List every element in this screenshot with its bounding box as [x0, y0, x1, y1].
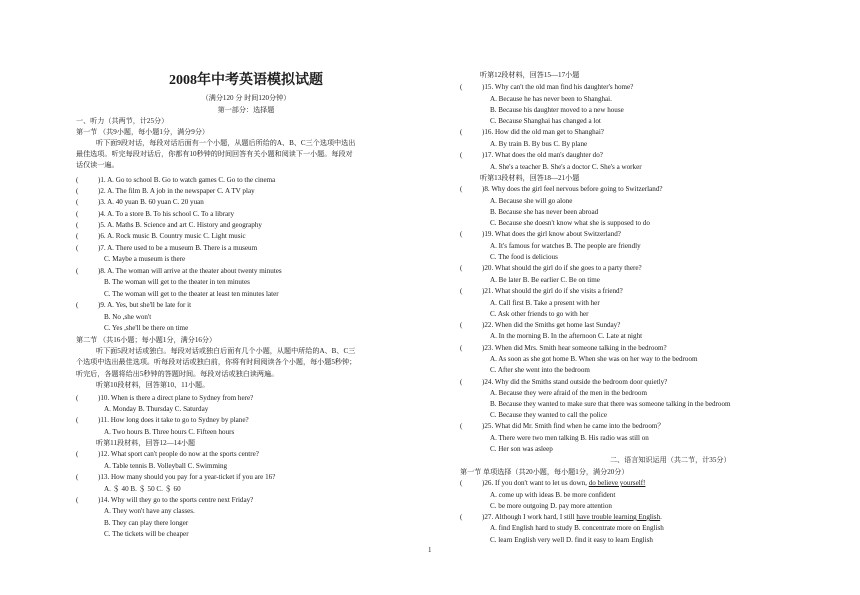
line-text: C. be more outgoing D. pay more attention: [490, 502, 612, 510]
text-line: [76, 149, 353, 159]
text-line: [76, 105, 416, 115]
answer-bracket: (: [76, 450, 79, 458]
line-text: )25. What did Mr. Smith find when he came into the bedroom？: [482, 422, 665, 430]
line-text: A. There were two men talking B. His radio was still on: [490, 434, 649, 442]
line-text: 听第12段材料，回答15—17小题: [480, 71, 580, 79]
text-line: [490, 354, 698, 364]
line-text: )16. How did the old man get to Shanghai?: [482, 128, 604, 136]
line-text: 个选项中选出最佳选项。听每段对话或独白前，你将有时间阅读各个小题，每小题5秒钟；: [76, 358, 357, 366]
question-line: [460, 82, 633, 92]
answer-bracket: (: [76, 198, 79, 206]
answer-bracket: (: [76, 232, 79, 240]
text-line: [104, 404, 208, 414]
question-line: [460, 343, 667, 353]
answer-bracket: (: [76, 176, 79, 184]
line-text: 第一节 （共9小题，每小题1分，满分9分）: [76, 128, 210, 136]
line-text: B. They can play there longer: [104, 519, 189, 527]
question-line: [460, 377, 667, 387]
text-line: [490, 105, 624, 115]
question-line: [460, 150, 603, 160]
text-line: [490, 162, 642, 172]
line-text: C. Ask other friends to go with her: [490, 310, 589, 318]
answer-bracket: (: [460, 321, 463, 329]
answer-bracket: (: [460, 185, 463, 193]
line-text: )8. Why does the girl feel nervous before going to Switzerland?: [482, 185, 663, 193]
line-text: C. Because Shanghai has changed a lot: [490, 117, 601, 125]
line-text: )20. What should the girl do if she goes to a party there?: [482, 264, 642, 272]
text-line: [104, 518, 188, 528]
answer-bracket: (: [76, 267, 79, 275]
line-text: A. Because they were afraid of the men in the bedroom: [490, 389, 647, 397]
line-text: A. ＄ 40 B. ＄ 50 C. ＄ 60: [104, 485, 181, 493]
line-text: 听第11段材料，回答12—14小题: [96, 439, 196, 447]
answer-bracket: (: [460, 344, 463, 352]
line-text: B. The woman will get to the theater in ten minutes: [104, 278, 250, 286]
answer-bracket: (: [76, 301, 79, 309]
line-text: A. Table tennis B. Volleyball C. Swimming: [104, 462, 228, 470]
text-line: [490, 365, 590, 375]
question-line: [460, 184, 663, 194]
question-line: [460, 127, 604, 137]
text-line: [104, 312, 151, 322]
question-line: [460, 512, 662, 522]
line-text: )5. A. Maths B. Science and art C. History and geography: [98, 221, 262, 229]
text-line: [96, 438, 195, 448]
line-text: )13. How many should you pay for a year-ticket if you are 16?: [98, 473, 276, 481]
page-number: 1: [428, 546, 432, 554]
text-line: [490, 309, 589, 319]
line-text: )7. A. There used to be a museum B. There is a museum: [98, 244, 258, 252]
text-line: [104, 323, 188, 333]
line-text: )9. A. Yes, but she'll be late for it: [98, 301, 192, 309]
line-text: C. Because she doesn't know what she is supposed to do: [490, 219, 650, 227]
text-line: [76, 116, 168, 126]
answer-bracket: (: [460, 513, 463, 521]
question-line: [76, 393, 253, 403]
line-text-tail: .: [660, 513, 662, 521]
text-line: [104, 254, 185, 264]
text-line: [480, 173, 579, 183]
line-text: 最佳选项。听完每段对话后，你都有10秒钟的时间回答有关小题和阅读下一小题。每段对: [76, 150, 353, 158]
line-text: B. Because she has never been abroad: [490, 208, 599, 216]
answer-bracket: (: [76, 210, 79, 218]
text-line: [490, 490, 615, 500]
line-text: C. Yes ,she'll be there on time: [104, 324, 189, 332]
text-line: [490, 116, 601, 126]
line-text: A. By train B. By bus C. By plane: [490, 140, 588, 148]
line-text: )22. When did the Smiths get home last Sunday?: [482, 321, 621, 329]
line-text: )23. When did Mrs. Smith hear someone talking in the bedroom?: [482, 344, 667, 352]
answer-bracket: (: [460, 128, 463, 136]
text-line: [490, 388, 647, 398]
line-text: C. Because they wanted to call the police: [490, 411, 608, 419]
line-text: 第一部分：选择题: [217, 106, 275, 114]
line-text: )2. A. The film B. A job in the newspaper C. A TV play: [98, 187, 255, 195]
line-text: A. Call first B. Take a present with her: [490, 299, 600, 307]
text-line: [96, 138, 355, 148]
text-line: [490, 139, 587, 149]
line-text: 听第13段材料，回答18—21小题: [480, 174, 580, 182]
text-line: [76, 93, 416, 103]
text-line: [96, 346, 355, 356]
text-line: [480, 70, 579, 80]
line-text: )15. Why can't the old man find his daughter's home?: [482, 83, 634, 91]
text-line: [76, 357, 356, 367]
text-line: [490, 535, 653, 545]
answer-bracket: (: [460, 422, 463, 430]
answer-bracket: (: [76, 187, 79, 195]
line-text: )17. What does the old man's daughter do?: [482, 151, 603, 159]
line-text: A. As soon as she got home B. When she was on her way to the bedroom: [490, 355, 698, 363]
question-line: [76, 186, 255, 196]
text-line: [490, 94, 612, 104]
question-line: [460, 320, 620, 330]
text-line: [76, 127, 209, 137]
line-text: （满分120 分 时间120分钟）: [201, 94, 291, 102]
line-text: )21. What should the girl do if she visits a friend?: [482, 287, 623, 295]
text-line: [104, 277, 250, 287]
line-text: A. Because she will go alone: [490, 197, 573, 205]
text-line: [490, 501, 612, 511]
text-line: [610, 455, 731, 465]
line-text: )6. A. Rock music B. Country music C. Light music: [98, 232, 246, 240]
line-text: )14. Why will they go to the sports centre next Friday?: [98, 496, 254, 504]
question-line: [76, 243, 257, 253]
text-line: [490, 331, 642, 341]
text-line: [490, 523, 664, 533]
exam-title: 2008年中考英语模拟试题: [169, 73, 323, 88]
line-text: A. come up with ideas B. be more confident: [490, 491, 616, 499]
text-line: [76, 369, 278, 379]
line-text: )12. What sport can't people do now at the sports centre?: [98, 450, 259, 458]
line-text: 话仅读一遍。: [76, 161, 119, 169]
text-line: [104, 529, 189, 539]
text-line: [76, 335, 216, 345]
line-text: )4. A. To a store B. To his school C. To a library: [98, 210, 235, 218]
answer-bracket: (: [460, 151, 463, 159]
line-text: B. Because they wanted to make sure that there was someone talking in the bedroom: [490, 400, 731, 408]
line-text: )26. If you don't want to let us down,: [482, 479, 589, 487]
question-line: [460, 421, 665, 431]
question-line: [76, 197, 204, 207]
text-line: [490, 252, 558, 262]
line-text: )27. Although I work hard, I still: [482, 513, 577, 521]
line-text: 第一节 单项选择（共20小题，每小题1分，满分20分）: [460, 468, 629, 476]
question-line: [76, 209, 234, 219]
text-line: [76, 160, 119, 170]
text-line: [104, 427, 234, 437]
question-line: [76, 495, 253, 505]
text-line: [490, 207, 598, 217]
answer-bracket: (: [460, 378, 463, 386]
line-text: )8. A. The woman will arrive at the theater about twenty minutes: [98, 267, 282, 275]
text-line: [490, 218, 650, 228]
underlined-phrase: have trouble learning English: [576, 513, 661, 521]
text-line: [104, 289, 279, 299]
line-text: 听下面9段对话，每段对话后面有一个小题，从题后所给的A、B、C三个选项中选出: [96, 139, 356, 147]
line-text: C. The woman will get to the theater at least ten minutes later: [104, 290, 279, 298]
line-text: A. In the morning B. In the afternoon C. Late at night: [490, 332, 643, 340]
line-text: A. find English hard to study B. concentrate more on English: [490, 524, 664, 532]
text-line: [96, 380, 209, 390]
answer-bracket: (: [76, 221, 79, 229]
question-line: [76, 415, 249, 425]
question-line: [76, 175, 275, 185]
text-line: [490, 399, 731, 409]
line-text: C. The food is delicious: [490, 253, 558, 261]
line-text: )3. A. 40 yuan B. 60 yuan C. 20 yuan: [98, 198, 204, 206]
text-line: [490, 196, 572, 206]
line-text: A. Monday B. Thursday C. Saturday: [104, 405, 209, 413]
text-line: [490, 298, 600, 308]
line-text: A. She's a teacher B. She's a doctor C. She's a worker: [490, 163, 642, 171]
text-line: [490, 410, 607, 420]
line-text: )11. How long does it take to go to Sydney by plane?: [98, 416, 249, 424]
answer-bracket: (: [76, 496, 79, 504]
line-text: A. Because he has never been to Shanghai.: [490, 95, 612, 103]
line-text: B. No ,she won't: [104, 313, 152, 321]
answer-bracket: (: [460, 83, 463, 91]
line-text: 听下面5段对话或独白。每段对话或独白后面有几个小题，从题中所给的A、B、C三: [96, 347, 356, 355]
line-text: C. The tickets will be cheaper: [104, 530, 189, 538]
text-line: [490, 444, 553, 454]
line-text: 第二节 （共16小题；每小题1分，满分16分）: [76, 336, 217, 344]
line-text: 一、听力（共两节，计25分）: [76, 117, 169, 125]
question-line: [460, 229, 621, 239]
question-line: [76, 231, 246, 241]
line-text: C. Maybe a museum is there: [104, 255, 186, 263]
text-line: [490, 241, 641, 251]
line-text: )1. A. Go to school B. Go to watch games C. Go to the cinema: [98, 176, 276, 184]
line-text: 二、语言知识运用（共二节，计35分）: [610, 456, 731, 464]
question-line: [76, 300, 191, 310]
answer-bracket: (: [76, 394, 79, 402]
question-line: [76, 449, 259, 459]
text-line: [490, 433, 649, 443]
text-line: [104, 484, 181, 494]
answer-bracket: (: [460, 287, 463, 295]
question-line: [76, 220, 262, 230]
line-text: C. learn English very well D. find it easy to learn English: [490, 536, 653, 544]
question-line: [76, 266, 282, 276]
answer-bracket: (: [76, 416, 79, 424]
line-text: )10. When is there a direct plane to Sydney from here?: [98, 394, 254, 402]
question-line: [460, 263, 642, 273]
underlined-phrase: do believe yourself!: [588, 479, 646, 487]
question-line: [460, 286, 623, 296]
answer-bracket: (: [76, 473, 79, 481]
question-line: [76, 472, 275, 482]
question-line: [460, 478, 645, 488]
line-text: A. Be later B. Be earlier C. Be on time: [490, 276, 600, 284]
answer-bracket: (: [76, 244, 79, 252]
line-text: 听完后，各题将给出5秒钟的答题时间。每段对话或独白读两遍。: [76, 370, 279, 378]
text-line: [104, 506, 195, 516]
line-text: )19. What does the girl know about Switzerland?: [482, 230, 621, 238]
line-text: )24. Why did the Smiths stand outside the bedroom door quietly?: [482, 378, 668, 386]
line-text: C. After she went into the bedroom: [490, 366, 590, 374]
line-text: B. Because his daughter moved to a new house: [490, 106, 624, 114]
text-line: [104, 461, 227, 471]
line-text: C. Her son was asleep: [490, 445, 553, 453]
line-text: A. They won't have any classes.: [104, 507, 195, 515]
answer-bracket: (: [460, 479, 463, 487]
text-line: [460, 467, 628, 477]
answer-bracket: (: [460, 230, 463, 238]
line-text: A. It's famous for watches B. The people are friendly: [490, 242, 641, 250]
answer-bracket: (: [460, 264, 463, 272]
line-text: 听第10段材料，回答第10、11小题。: [96, 381, 210, 389]
line-text: A. Two hours B. Three hours C. Fifteen hours: [104, 428, 235, 436]
text-line: [490, 275, 600, 285]
